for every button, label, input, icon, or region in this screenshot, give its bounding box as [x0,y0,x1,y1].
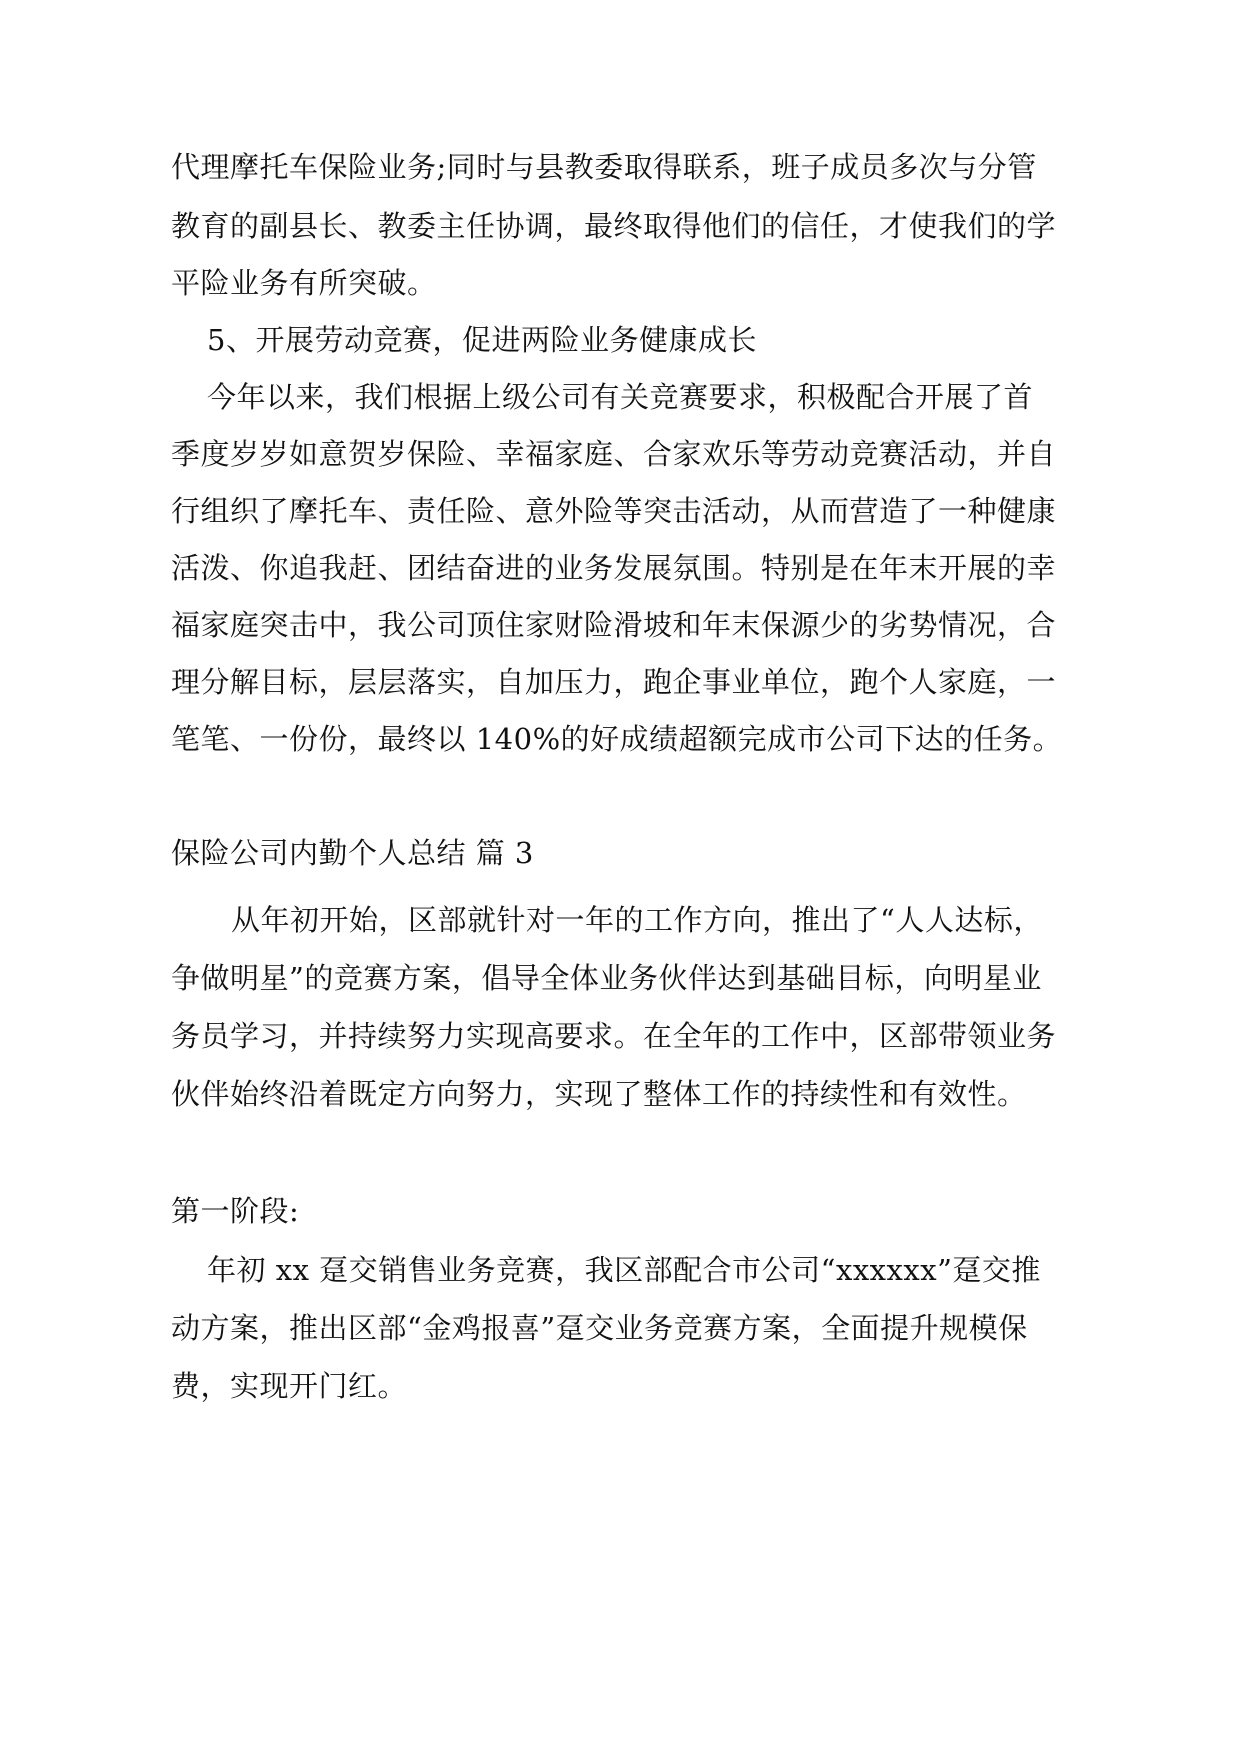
paragraph-line: 福家庭突击中，我公司顶住家财险滑坡和年末保源少的劣势情况，合 [171,608,1057,642]
paragraph-line: 动方案，推出区部“金鸡报喜”趸交业务竞赛方案，全面提升规模保 [171,1311,1028,1345]
paragraph-line: 年初 xx 趸交销售业务竞赛，我区部配合市公司“xxxxxx”趸交推 [207,1253,1041,1287]
paragraph-line: 务员学习，并持续努力实现高要求。在全年的工作中，区部带领业务 [171,1019,1057,1053]
paragraph-line: 今年以来，我们根据上级公司有关竞赛要求，积极配合开展了首 [207,380,1034,414]
paragraph-line: 季度岁岁如意贺岁保险、幸福家庭、合家欢乐等劳动竞赛活动，并自 [171,437,1057,471]
paragraph-line: 费，实现开门红。 [171,1369,408,1403]
stage-label: 第一阶段: [171,1194,300,1228]
section-title: 保险公司内勤个人总结 篇 3 [171,836,534,870]
paragraph-line: 行组织了摩托车、责任险、意外险等突击活动，从而营造了一种健康 [171,494,1057,528]
paragraph-line: 理分解目标，层层落实，自加压力，跑企事业单位，跑个人家庭，一 [171,665,1057,699]
paragraph-line: 教育的副县长、教委主任协调，最终取得他们的信任，才使我们的学 [171,209,1057,243]
paragraph-line: 争做明星”的竞赛方案，倡导全体业务伙伴达到基础目标，向明星业 [171,961,1042,995]
section-heading: 5、开展劳动竞赛，促进两险业务健康成长 [207,323,757,357]
paragraph-line: 活泼、你追我赶、团结奋进的业务发展氛围。特别是在年末开展的幸 [171,551,1057,585]
paragraph-line: 平险业务有所突破。 [171,266,437,300]
paragraph-line: 从年初开始，区部就针对一年的工作方向，推出了“人人达标， [231,903,1043,937]
paragraph-line: 代理摩托车保险业务;同时与县教委取得联系，班子成员多次与分管 [171,150,1037,184]
paragraph-line: 伙伴始终沿着既定方向努力，实现了整体工作的持续性和有效性。 [171,1077,1027,1111]
paragraph-line: 笔笔、一份份，最终以 140%的好成绩超额完成市公司下达的任务。 [171,722,1063,756]
